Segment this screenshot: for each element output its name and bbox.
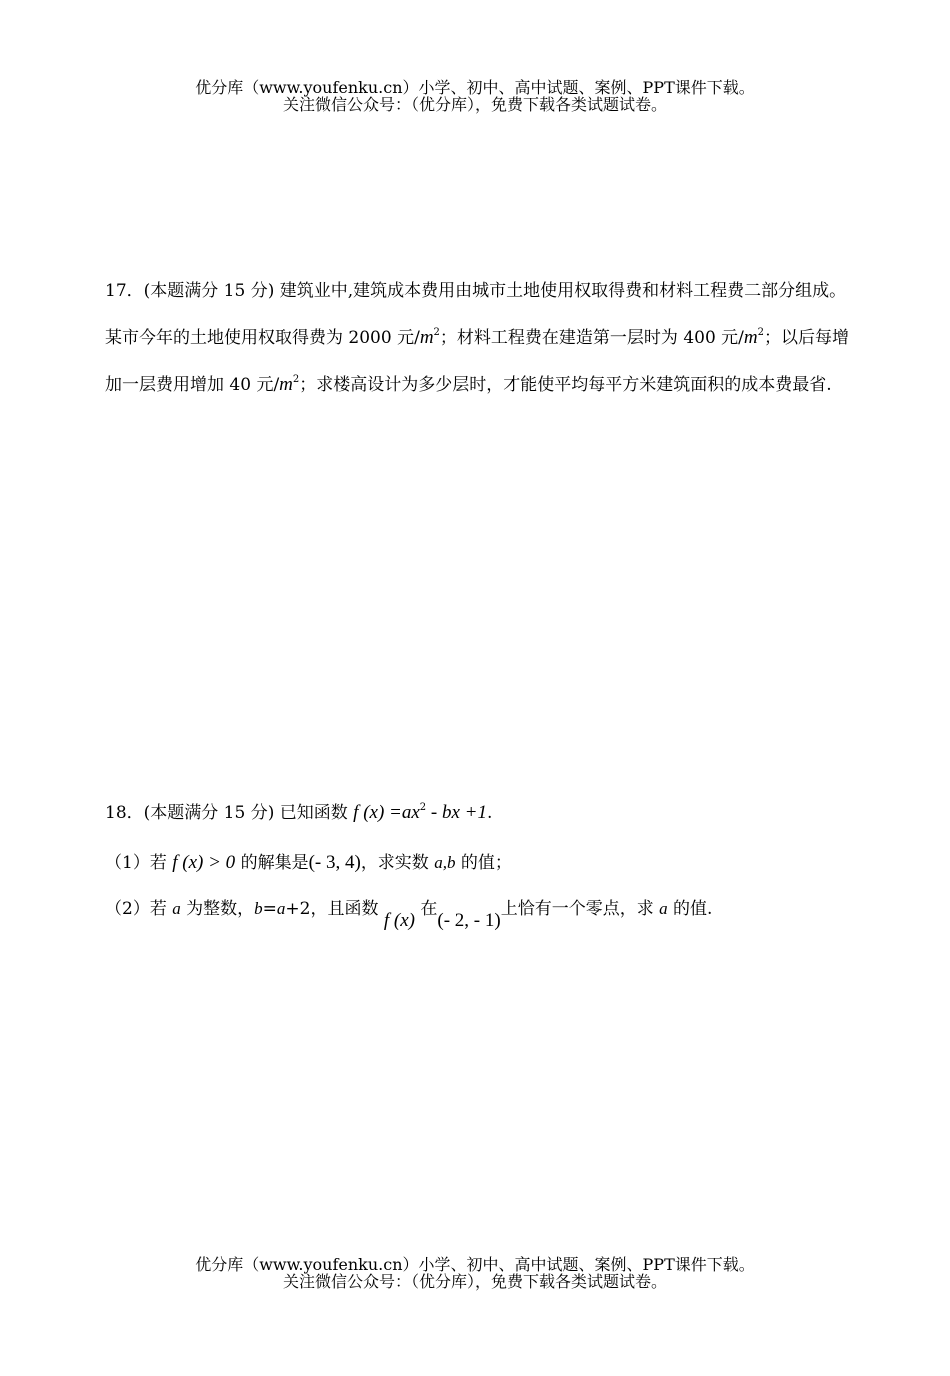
header-line-1: 优分库（www.youfenku.cn）小学、初中、高中试题、案例、PPT课件下载。 — [195, 78, 755, 97]
part-2-label: （2）若 — [105, 899, 173, 919]
var-a: a — [172, 899, 181, 918]
question-17-text-4: ；求楼高设计为多少层时，才能使平均每平方米建筑面积的成本费最省. — [299, 375, 832, 395]
part-2-text-3: 在 — [414, 899, 438, 919]
part-2-text-5: 的值. — [667, 899, 713, 919]
question-17 — [105, 270, 860, 406]
question-18-part-1 — [105, 850, 512, 876]
unit-m: m — [419, 327, 434, 348]
function-end: . — [487, 803, 493, 823]
inequality: f (x) > 0 — [172, 852, 236, 873]
interval: (- 2, - 1) — [437, 910, 501, 931]
header-line-2: 关注微信公众号：（优分库），免费下载各类试题试卷。 — [282, 95, 667, 114]
function-definition: f (x) =ax — [353, 802, 420, 823]
part-1-text-2: ，求实数 — [360, 853, 435, 873]
question-18-number: 18． — [105, 803, 144, 823]
unit-m: m — [743, 327, 758, 348]
unit-m: m — [279, 374, 293, 395]
solution-set: (- 3, 4) — [308, 852, 361, 873]
part-1-text-3: 的值； — [455, 853, 512, 873]
question-17-text-1: 建筑业中,建筑成本费用由城市土地使用权取得费和材料工程费二部分组成。某市今年的土地使用权取得费为 2000 元/ — [105, 281, 847, 348]
question-17-text-3: ；以后每增加一层费用增加 40 元/ — [105, 328, 850, 395]
function-f-x: f (x) — [383, 910, 415, 931]
equals-sign: = — [262, 899, 277, 919]
function-exponent: 2 — [419, 802, 427, 813]
var-b: b — [254, 899, 263, 918]
footer-line-2: 关注微信公众号：（优分库），免费下载各类试题试卷。 — [282, 1272, 667, 1291]
question-18-intro: 已知函数 — [274, 803, 354, 823]
function-rhs: - bx +1 — [426, 802, 488, 823]
page-header — [0, 79, 950, 113]
var-a-3: a — [659, 899, 668, 918]
question-18 — [105, 795, 860, 826]
part-1-text: 的解集是 — [235, 853, 309, 873]
part-2-text-1: 为整数， — [180, 899, 255, 919]
variables-a-b: a,b — [434, 853, 456, 872]
unit-exponent: 2 — [433, 327, 440, 338]
var-a-2: a — [276, 899, 286, 918]
unit-exponent: 2 — [292, 374, 300, 385]
question-17-text-2: ；材料工程费在建造第一层时为 400 元/ — [439, 328, 744, 348]
question-18-part-2 — [105, 896, 713, 931]
question-18-score: (本题满分 15 分) — [143, 803, 275, 823]
part-2-text-2: +2，且函数 — [285, 899, 384, 919]
unit-exponent: 2 — [757, 327, 765, 338]
part-2-text-4: 上恰有一个零点，求 — [500, 899, 660, 919]
question-17-score: (本题满分 15 分) — [143, 281, 275, 301]
question-17-number: 17． — [105, 281, 144, 301]
page-footer — [0, 1256, 950, 1290]
part-1-label: （1）若 — [105, 853, 173, 873]
footer-line-1: 优分库（www.youfenku.cn）小学、初中、高中试题、案例、PPT课件下载。 — [195, 1255, 755, 1274]
